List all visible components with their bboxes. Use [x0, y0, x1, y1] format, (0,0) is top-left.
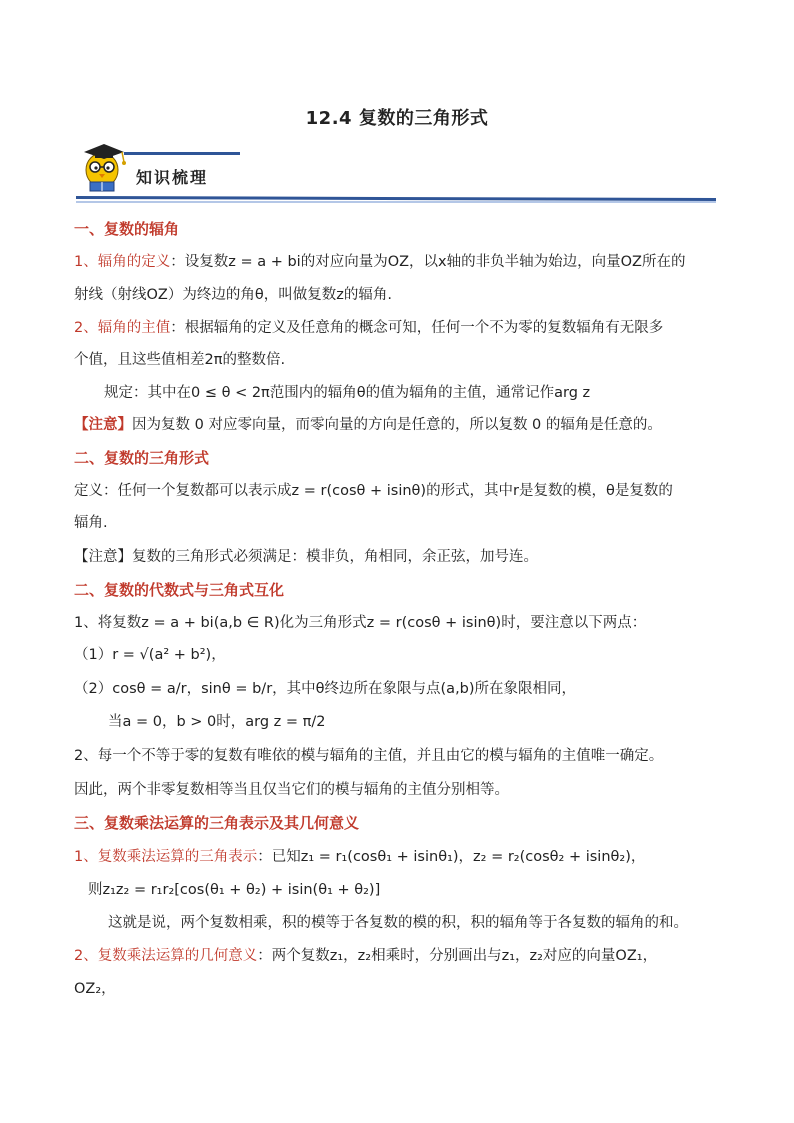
term-text: ：两个复数z₁，z₂相乘时，分别画出与z₁，z₂对应的向量OZ₁， [257, 948, 658, 964]
paragraph-line: 1、将复数z = a + bi(a,b ∈ R)化为三角形式z = r(cosθ + isinθ)时，要注意以下两点： [74, 615, 647, 631]
paragraph-line [74, 252, 724, 272]
note-text: 因为复数 0 对应零向量，而零向量的方向是任意的，所以复数 0 的辐角是任意的。 [132, 417, 662, 433]
paragraph-line: 则z₁z₂ = r₁r₂[cos(θ₁ + θ₂) + isin(θ₁ + θ₂)] [88, 882, 381, 898]
paragraph-line: （2）cosθ = a/r，sinθ = b/r，其中θ终边所在象限与点(a,b)所在象限相同， [74, 681, 577, 697]
paragraph-line: 因此，两个非零复数相等当且仅当它们的模与辐角的主值分别相等。 [74, 782, 509, 798]
note-label: 【注意】 [74, 417, 132, 433]
paragraph-line: 2、每一个不等于零的复数有唯依的模与辐角的主值，并且由它的模与辐角的主值唯一确定。 [74, 748, 664, 764]
term-text: ：已知z₁ = r₁(cosθ₁ + isinθ₁)，z₂ = r₂(cosθ₂ + isinθ₂)， [257, 849, 646, 865]
paragraph-line: 当a = 0，b > 0时，arg z = π/2 [108, 714, 326, 730]
paragraph-line [74, 847, 724, 867]
paragraph-line: 这就是说，两个复数相乘，积的模等于各复数的模的积，积的辐角等于各复数的辐角的和。 [108, 915, 688, 931]
paragraph-line: 辐角. [74, 515, 108, 531]
paragraph-line [74, 946, 724, 966]
note-line [74, 415, 724, 435]
term-label: 2、辐角的主值 [74, 320, 171, 336]
section-banner [76, 138, 716, 204]
paragraph-line: 射线（射线OZ）为终边的角θ，叫做复数z的辐角. [74, 287, 392, 303]
term-label: 1、复数乘法运算的三角表示 [74, 849, 258, 865]
paragraph-line: 个值，且这些值相差2π的整数倍. [74, 352, 286, 368]
term-label: 2、复数乘法运算的几何意义 [74, 948, 258, 964]
section-heading-1: 一、复数的辐角 [74, 220, 180, 238]
term-text: ：设复数z = a + bi的对应向量为OZ，以x轴的非负半轴为始边，向量OZ所在的 [170, 254, 686, 270]
term-label: 1、辐角的定义 [74, 254, 171, 270]
note-line: 【注意】复数的三角形式必须满足：模非负，角相同，余正弦，加号连。 [74, 549, 538, 565]
page-title: 12.4 复数的三角形式 [305, 108, 489, 129]
term-text: ：根据辐角的定义及任意角的概念可知，任何一个不为零的复数辐角有无限多 [170, 320, 664, 336]
section-heading-3: 二、复数的代数式与三角式互化 [74, 581, 285, 599]
paragraph-line [74, 318, 724, 338]
paragraph-line: （1）r = √(a² + b²)， [74, 647, 226, 663]
section-heading-4: 三、复数乘法运算的三角表示及其几何意义 [74, 814, 360, 832]
paragraph-line: OZ₂， [74, 981, 116, 997]
paragraph-line: 定义：任何一个复数都可以表示成z = r(cosθ + isinθ)的形式，其中r是复数的模，θ是复数的 [74, 483, 673, 499]
section-heading-2: 二、复数的三角形式 [74, 449, 210, 467]
banner-label: 知识梳理 [136, 168, 209, 187]
paragraph-line: 规定：其中在0 ≤ θ < 2π范围内的辐角θ的值为辐角的主值，通常记作arg z [104, 385, 591, 401]
